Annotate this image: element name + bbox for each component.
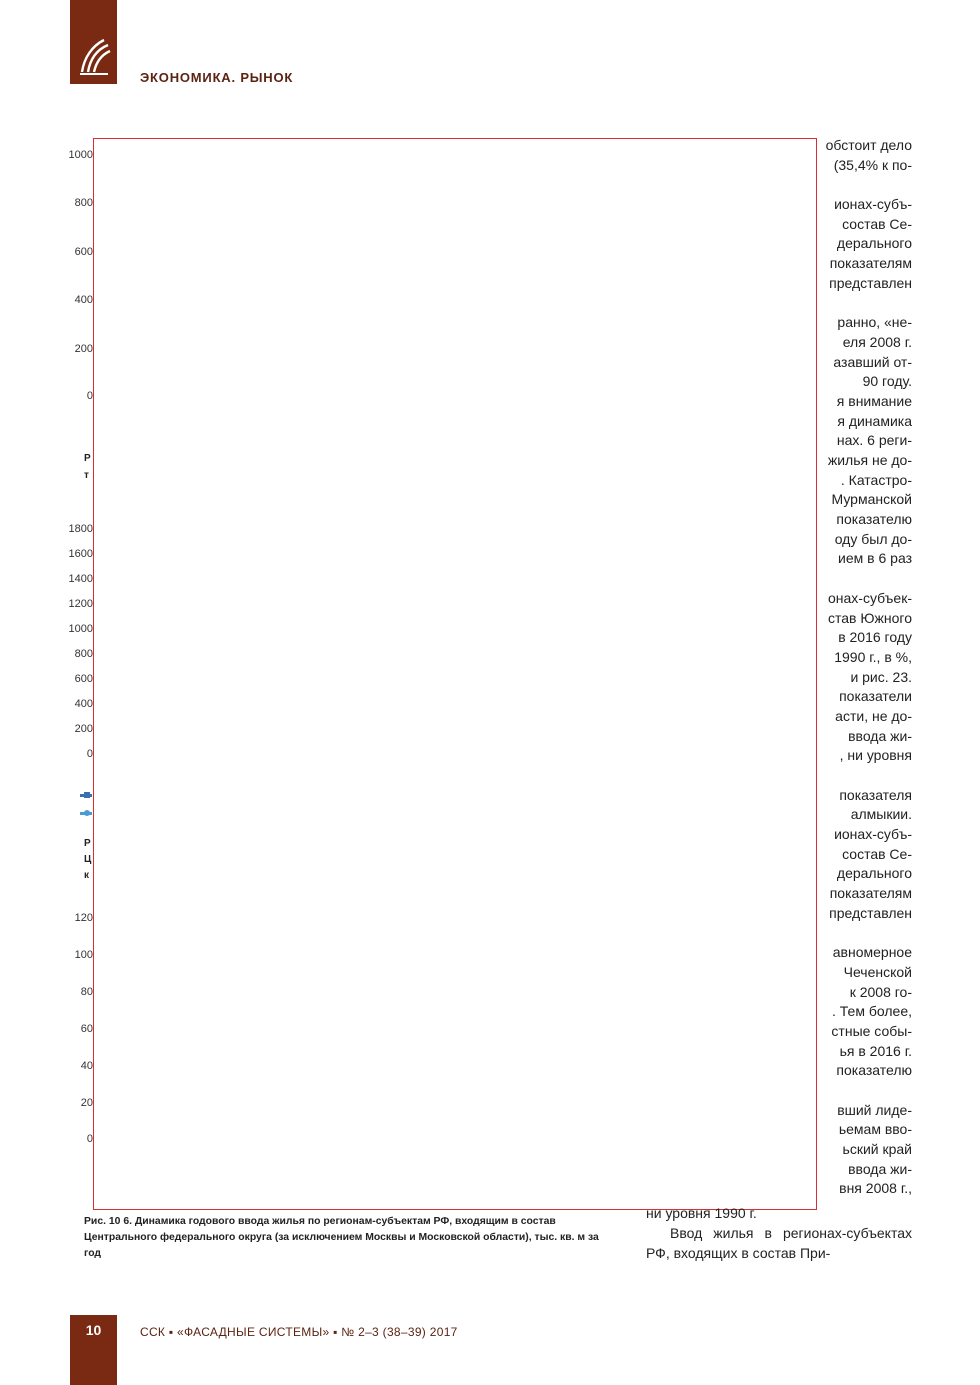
caption-fragment: к — [84, 870, 90, 881]
body-text-line — [816, 175, 912, 195]
axis-tick: 200 — [74, 723, 93, 735]
publisher-logo-icon — [74, 34, 114, 80]
body-text-line: показатели — [839, 688, 912, 705]
body-text-line: ранно, «не- — [837, 314, 912, 331]
body-text-line: вший лиде- — [837, 1101, 912, 1118]
body-text-line: показателям — [829, 255, 912, 272]
body-text-line: к 2008 го- — [849, 983, 912, 1000]
page-number: 10 — [85, 1322, 102, 1338]
body-text-line: ьский край — [842, 1141, 912, 1158]
body-text-line: оду был до- — [834, 530, 912, 547]
axis-tick: 1600 — [68, 548, 93, 560]
figure-caption: Рис. 10 6. Динамика годового ввода жилья по регионам-субъектам РФ, входящим в состав Центрального федерального округа (за исключением Москвы и Московской области), тыс. кв. м за год — [84, 1216, 599, 1259]
body-text-line — [816, 766, 912, 786]
body-text-column — [816, 136, 912, 1199]
body-text-line: показателя — [839, 786, 912, 803]
body-text-line: дерального — [836, 865, 912, 882]
axis-tick: 100 — [74, 949, 93, 961]
body-text-line: 1990 г., в %, — [834, 648, 912, 665]
caption-fragment: Р — [84, 453, 91, 464]
body-text-line: алмыкии. — [850, 806, 912, 823]
caption-fragment: Ц — [84, 854, 92, 865]
axis-tick: 800 — [74, 648, 93, 660]
body-text-line: стные собы- — [831, 1022, 912, 1039]
axis-tick: 1400 — [68, 573, 93, 585]
body-text-line: (35,4% к по- — [833, 156, 912, 173]
body-text-line: состав Се- — [842, 215, 912, 232]
body-text-line — [816, 1081, 912, 1101]
axis-tick: 60 — [80, 1023, 93, 1035]
axis-tick: 200 — [74, 343, 93, 355]
axis-tick: 80 — [80, 986, 93, 998]
figure-placeholder — [93, 138, 817, 1210]
body-text-line: нах. 6 реги- — [836, 432, 912, 449]
body-text-line: вня 2008 г., — [839, 1180, 912, 1197]
body-text-line: , ни уровня — [839, 747, 912, 764]
axis-tick: 0 — [86, 390, 93, 402]
body-text-line: ввода жи- — [848, 727, 912, 744]
body-text-line: жилья не до- — [827, 452, 912, 468]
body-text-line: показателю — [836, 511, 912, 528]
body-text-line: я динамика — [837, 412, 912, 429]
body-text-line: в 2016 году — [838, 629, 912, 646]
axis-tick: 600 — [74, 246, 93, 258]
body-text-line: ввода жи- — [848, 1160, 912, 1177]
axis-tick: 1000 — [68, 149, 93, 161]
legend-marker-series-2 — [80, 812, 92, 815]
body-text-line: еля 2008 г. — [842, 333, 912, 350]
body-text-line: представлен — [829, 274, 912, 291]
axis-tick: 1000 — [68, 623, 93, 635]
body-text-line: состав Се- — [842, 845, 912, 862]
body-text-line: ионах-субъ- — [834, 826, 912, 843]
axis-tick: 1800 — [68, 523, 93, 535]
body-text-line: . Тем более, — [832, 1003, 912, 1020]
axis-tick: 400 — [74, 698, 93, 710]
body-text-partial-line: ни уровня 1990 г. — [646, 1205, 757, 1221]
legend-marker-series-1 — [80, 794, 92, 797]
body-text-line: став Южного — [828, 609, 912, 626]
body-text-line: 90 году. — [862, 373, 912, 390]
body-text-line: представлен — [829, 904, 912, 921]
body-text-line: асти, не до- — [835, 707, 912, 724]
body-text-line: . Катастро- — [840, 471, 912, 488]
caption-fragment: Р — [84, 838, 91, 849]
body-text-line: показателям — [829, 885, 912, 902]
body-text-line: авномерное — [832, 944, 912, 961]
axis-tick: 400 — [74, 294, 93, 306]
section-title: ЭКОНОМИКА. РЫНОК — [140, 70, 294, 85]
axis-tick: 120 — [74, 912, 93, 924]
publication-footer: ССК ▪ «ФАСАДНЫЕ СИСТЕМЫ» ▪ № 2–3 (38–39) 2017 — [140, 1325, 458, 1339]
body-text-line — [816, 569, 912, 589]
axis-tick: 800 — [74, 197, 93, 209]
body-text-line: и рис. 23. — [850, 668, 912, 685]
body-text-line: ьемам вво- — [838, 1121, 912, 1138]
body-text-line: азавший от- — [833, 353, 912, 370]
body-text-line: Чеченской — [843, 963, 912, 980]
body-text-line: онах-субъек- — [828, 589, 912, 606]
body-text-line — [816, 294, 912, 314]
body-text-line: ья в 2016 г. — [839, 1042, 912, 1059]
body-text-line: дерального — [836, 235, 912, 252]
body-text-line — [816, 924, 912, 944]
body-text-line: показателю — [836, 1062, 912, 1079]
axis-tick: 40 — [80, 1060, 93, 1072]
axis-tick: 0 — [86, 748, 93, 760]
body-text-line: Мурманской — [831, 491, 912, 508]
caption-fragment: т — [84, 470, 89, 481]
body-text-line: ионах-субъ- — [834, 196, 912, 213]
body-text-paragraph: Ввод жилья в регионах-субъектах РФ, входящих в состав При- — [646, 1225, 912, 1261]
axis-tick: 20 — [80, 1097, 93, 1109]
body-text-line: я внимание — [836, 392, 912, 409]
body-text-line: ием в 6 раз — [838, 550, 912, 567]
axis-tick: 600 — [74, 673, 93, 685]
axis-tick: 1200 — [68, 598, 93, 610]
body-text-line: обстоит дело — [825, 137, 912, 153]
axis-tick: 0 — [86, 1133, 93, 1145]
